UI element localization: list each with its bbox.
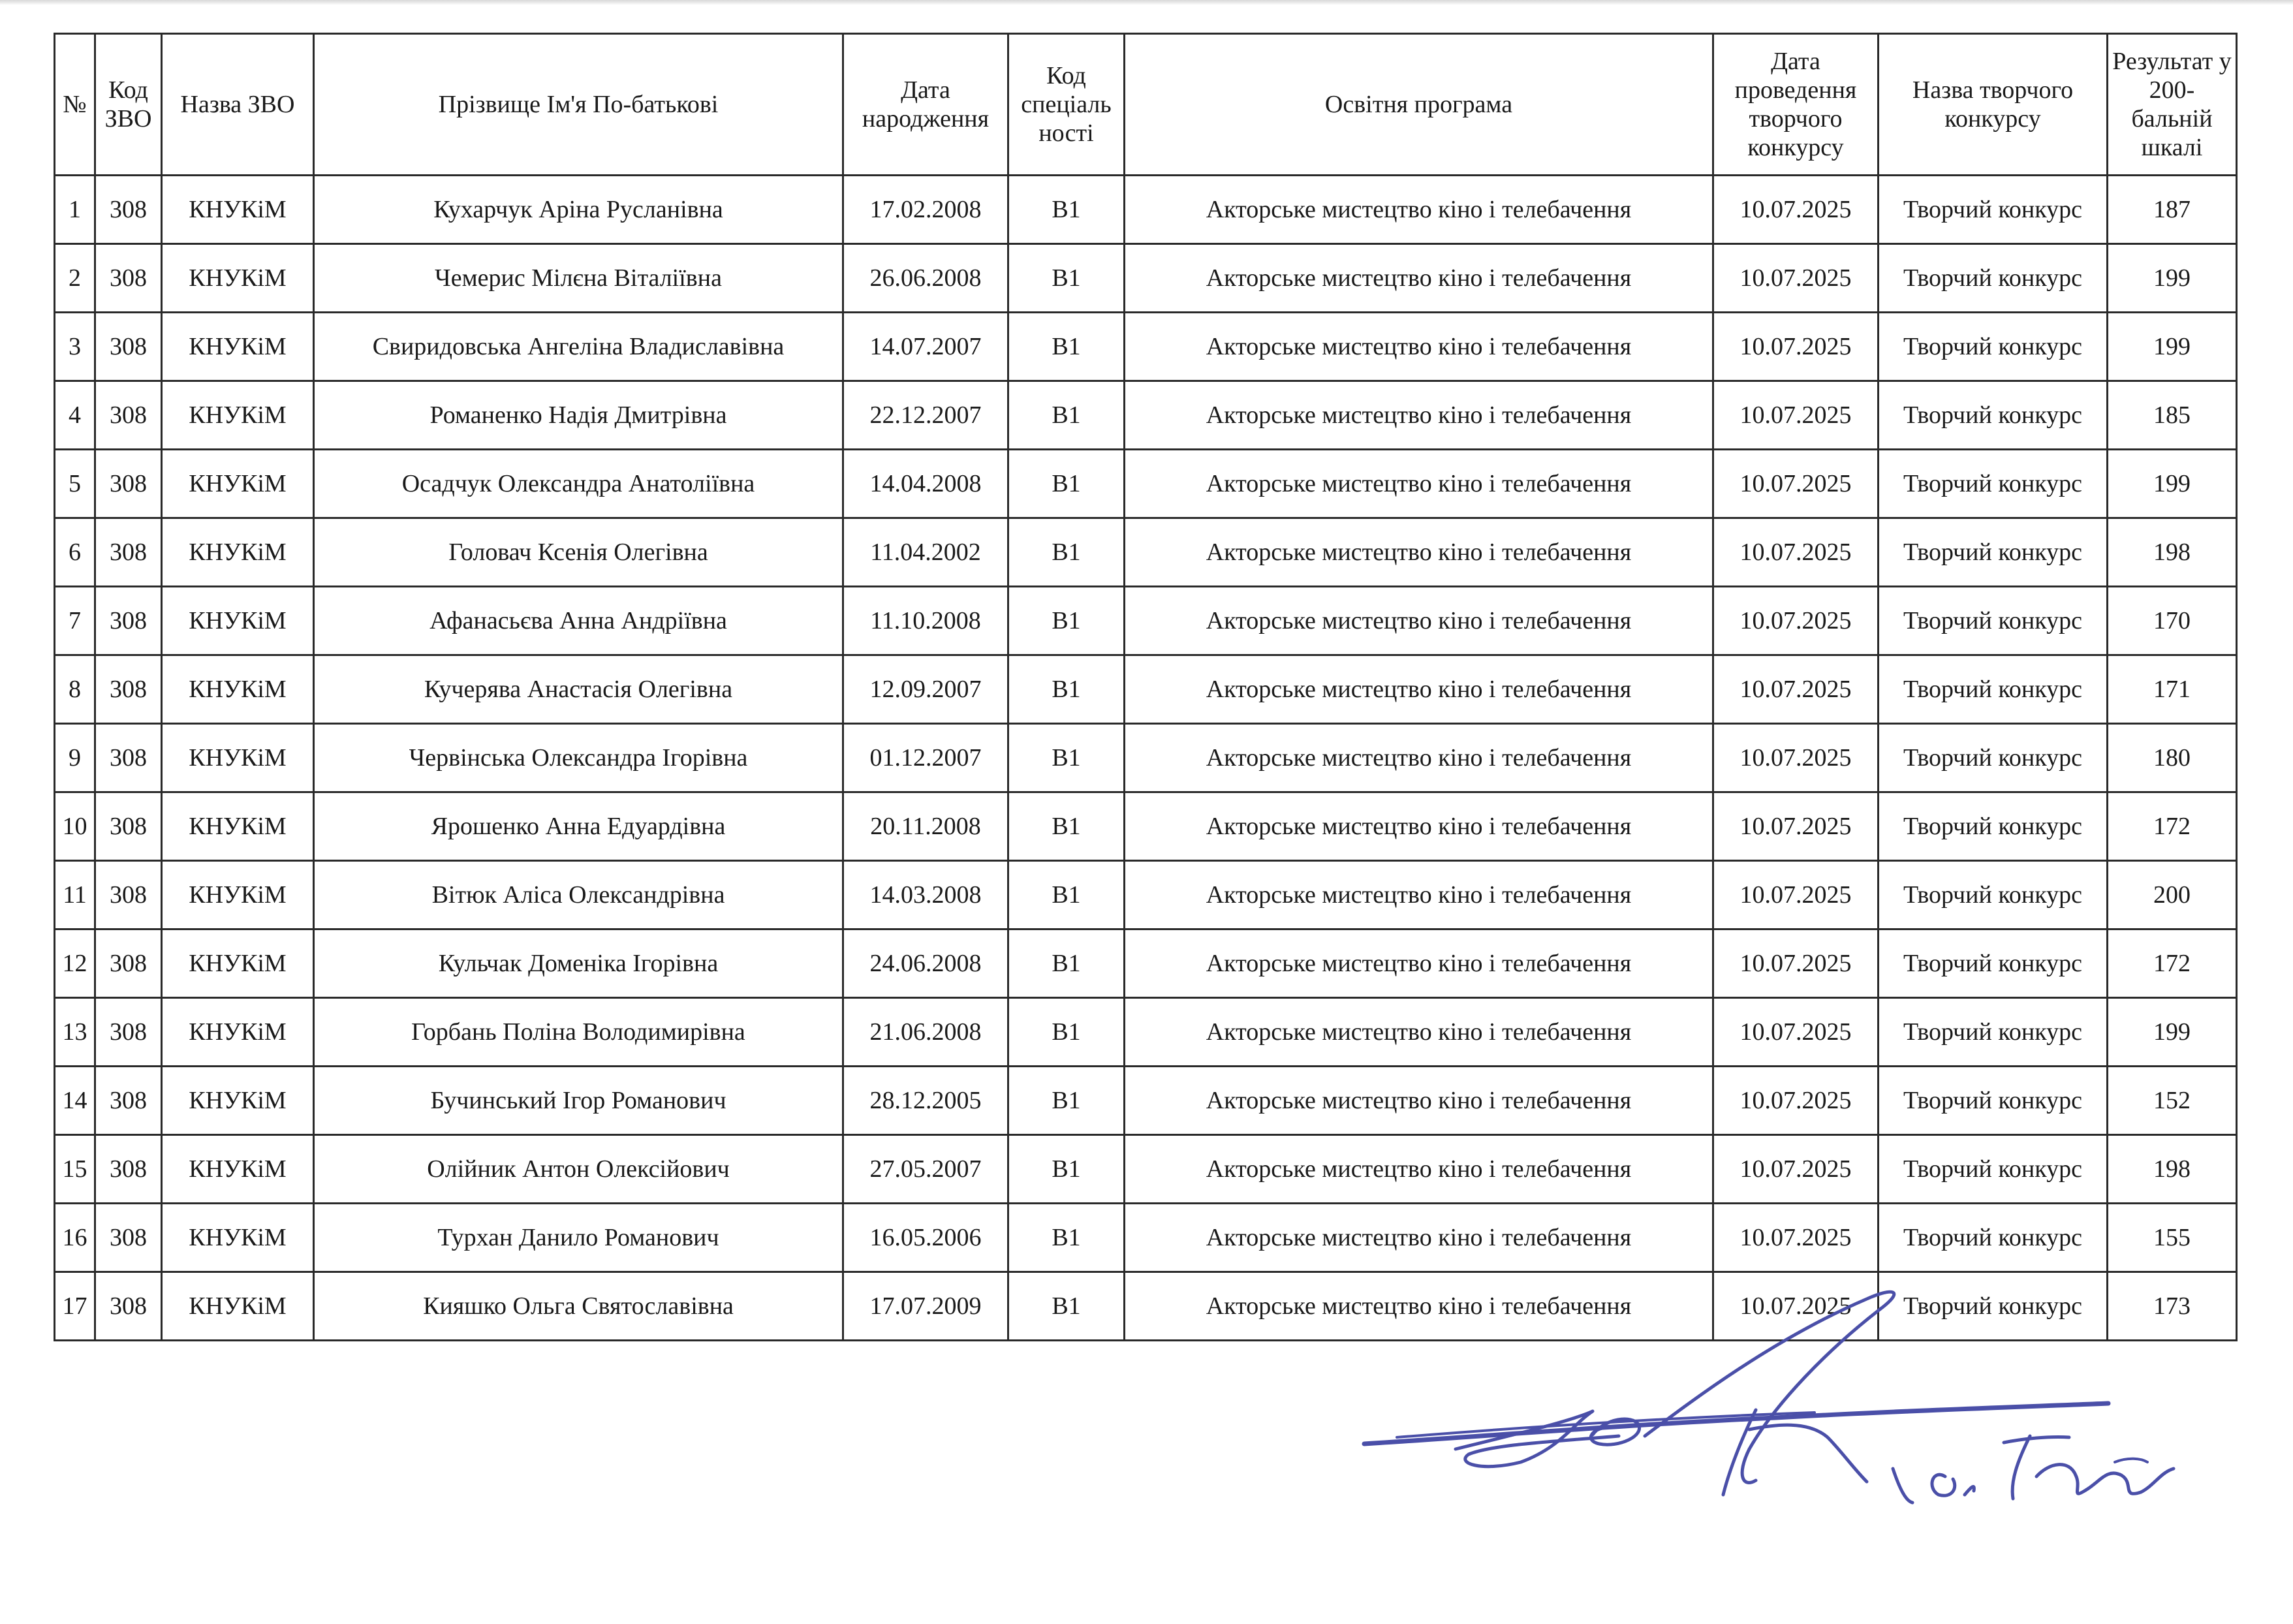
cell-institution-name: КНУКіМ (162, 655, 314, 724)
cell-specialty-code: В1 (1008, 1204, 1125, 1272)
cell-full-name: Афанасьєва Анна Андріївна (314, 587, 843, 655)
table-row (55, 792, 2237, 861)
cell-number: 9 (55, 724, 95, 792)
cell-contest-date: 10.07.2025 (1713, 381, 1879, 450)
table-row (55, 587, 2237, 655)
cell-contest-name: Творчий конкурс (1879, 1204, 2108, 1272)
cell-institution-code: 308 (95, 176, 162, 244)
cell-birth-date: 14.03.2008 (843, 861, 1008, 929)
cell-number: 8 (55, 655, 95, 724)
cell-institution-code: 308 (95, 1135, 162, 1204)
cell-birth-date: 17.07.2009 (843, 1272, 1008, 1341)
cell-specialty-code: В1 (1008, 450, 1125, 518)
cell-contest-name: Творчий конкурс (1879, 1135, 2108, 1204)
cell-number: 11 (55, 861, 95, 929)
cell-score: 199 (2108, 313, 2237, 381)
cell-contest-name: Творчий конкурс (1879, 998, 2108, 1067)
cell-institution-code: 308 (95, 998, 162, 1067)
cell-number: 10 (55, 792, 95, 861)
cell-institution-code: 308 (95, 1204, 162, 1272)
cell-institution-code: 308 (95, 381, 162, 450)
cell-program: Акторське мистецтво кіно і телебачення (1125, 998, 1713, 1067)
header-contest-date: Дата проведення творчого конкурсу (1713, 34, 1879, 176)
cell-specialty-code: В1 (1008, 998, 1125, 1067)
table-row (55, 313, 2237, 381)
cell-birth-date: 24.06.2008 (843, 929, 1008, 998)
cell-contest-name: Творчий конкурс (1879, 176, 2108, 244)
cell-program: Акторське мистецтво кіно і телебачення (1125, 518, 1713, 587)
cell-institution-code: 308 (95, 518, 162, 587)
table-row (55, 518, 2237, 587)
cell-number: 7 (55, 587, 95, 655)
header-full-name: Прізвище Ім'я По-батькові (314, 34, 843, 176)
table-row (55, 724, 2237, 792)
cell-number: 12 (55, 929, 95, 998)
header-row (55, 34, 2237, 176)
cell-birth-date: 14.07.2007 (843, 313, 1008, 381)
cell-institution-code: 308 (95, 724, 162, 792)
cell-institution-name: КНУКіМ (162, 176, 314, 244)
table-row (55, 1067, 2237, 1135)
cell-program: Акторське мистецтво кіно і телебачення (1125, 792, 1713, 861)
table-row (55, 861, 2237, 929)
cell-specialty-code: В1 (1008, 792, 1125, 861)
table-row (55, 381, 2237, 450)
cell-birth-date: 28.12.2005 (843, 1067, 1008, 1135)
cell-birth-date: 14.04.2008 (843, 450, 1008, 518)
cell-specialty-code: В1 (1008, 1135, 1125, 1204)
cell-contest-date: 10.07.2025 (1713, 1272, 1879, 1341)
cell-contest-name: Творчий конкурс (1879, 724, 2108, 792)
cell-score: 171 (2108, 655, 2237, 724)
cell-specialty-code: В1 (1008, 724, 1125, 792)
table-header (55, 34, 2237, 176)
cell-institution-code: 308 (95, 587, 162, 655)
cell-number: 5 (55, 450, 95, 518)
cell-institution-name: КНУКіМ (162, 792, 314, 861)
cell-program: Акторське мистецтво кіно і телебачення (1125, 1067, 1713, 1135)
cell-institution-code: 308 (95, 1067, 162, 1135)
cell-institution-name: КНУКіМ (162, 381, 314, 450)
cell-contest-date: 10.07.2025 (1713, 244, 1879, 313)
table-row (55, 929, 2237, 998)
cell-institution-name: КНУКіМ (162, 998, 314, 1067)
cell-specialty-code: В1 (1008, 1067, 1125, 1135)
cell-specialty-code: В1 (1008, 861, 1125, 929)
cell-program: Акторське мистецтво кіно і телебачення (1125, 655, 1713, 724)
cell-full-name: Головач Ксенія Олегівна (314, 518, 843, 587)
cell-full-name: Свиридовська Ангеліна Владиславівна (314, 313, 843, 381)
cell-score: 155 (2108, 1204, 2237, 1272)
cell-contest-name: Творчий конкурс (1879, 587, 2108, 655)
cell-specialty-code: В1 (1008, 587, 1125, 655)
cell-institution-name: КНУКіМ (162, 1204, 314, 1272)
cell-birth-date: 11.04.2002 (843, 518, 1008, 587)
cell-institution-code: 308 (95, 861, 162, 929)
cell-institution-name: КНУКіМ (162, 450, 314, 518)
cell-institution-name: КНУКіМ (162, 1067, 314, 1135)
cell-score: 172 (2108, 929, 2237, 998)
cell-full-name: Чемерис Мілєна Віталіївна (314, 244, 843, 313)
cell-contest-name: Творчий конкурс (1879, 381, 2108, 450)
table-row (55, 176, 2237, 244)
cell-institution-name: КНУКіМ (162, 861, 314, 929)
cell-institution-name: КНУКіМ (162, 1272, 314, 1341)
cell-score: 199 (2108, 998, 2237, 1067)
cell-contest-name: Творчий конкурс (1879, 1067, 2108, 1135)
results-table (54, 33, 2238, 1341)
cell-full-name: Осадчук Олександра Анатоліївна (314, 450, 843, 518)
cell-number: 15 (55, 1135, 95, 1204)
cell-number: 13 (55, 998, 95, 1067)
cell-score: 152 (2108, 1067, 2237, 1135)
cell-institution-code: 308 (95, 929, 162, 998)
cell-contest-date: 10.07.2025 (1713, 176, 1879, 244)
cell-birth-date: 22.12.2007 (843, 381, 1008, 450)
cell-number: 14 (55, 1067, 95, 1135)
cell-contest-date: 10.07.2025 (1713, 724, 1879, 792)
cell-score: 180 (2108, 724, 2237, 792)
header-institution-code: Код ЗВО (95, 34, 162, 176)
cell-program: Акторське мистецтво кіно і телебачення (1125, 1272, 1713, 1341)
cell-contest-date: 10.07.2025 (1713, 1135, 1879, 1204)
cell-institution-name: КНУКіМ (162, 587, 314, 655)
cell-specialty-code: В1 (1008, 929, 1125, 998)
cell-score: 198 (2108, 1135, 2237, 1204)
cell-birth-date: 11.10.2008 (843, 587, 1008, 655)
cell-institution-code: 308 (95, 244, 162, 313)
header-score: Результат у 200-бальній шкалі (2108, 34, 2237, 176)
cell-full-name: Кухарчук Аріна Русланівна (314, 176, 843, 244)
cell-contest-name: Творчий конкурс (1879, 450, 2108, 518)
cell-contest-date: 10.07.2025 (1713, 792, 1879, 861)
table-body (55, 176, 2237, 1341)
table-row (55, 1204, 2237, 1272)
cell-program: Акторське мистецтво кіно і телебачення (1125, 1204, 1713, 1272)
cell-contest-date: 10.07.2025 (1713, 518, 1879, 587)
cell-full-name: Олійник Антон Олексійович (314, 1135, 843, 1204)
cell-score: 173 (2108, 1272, 2237, 1341)
cell-program: Акторське мистецтво кіно і телебачення (1125, 1135, 1713, 1204)
cell-contest-date: 10.07.2025 (1713, 655, 1879, 724)
cell-score: 199 (2108, 450, 2237, 518)
cell-contest-name: Творчий конкурс (1879, 929, 2108, 998)
cell-score: 187 (2108, 176, 2237, 244)
cell-contest-name: Творчий конкурс (1879, 518, 2108, 587)
cell-birth-date: 16.05.2006 (843, 1204, 1008, 1272)
cell-score: 172 (2108, 792, 2237, 861)
cell-number: 17 (55, 1272, 95, 1341)
cell-specialty-code: В1 (1008, 244, 1125, 313)
cell-program: Акторське мистецтво кіно і телебачення (1125, 929, 1713, 998)
cell-birth-date: 01.12.2007 (843, 724, 1008, 792)
cell-contest-date: 10.07.2025 (1713, 929, 1879, 998)
cell-number: 6 (55, 518, 95, 587)
cell-full-name: Кучерява Анастасія Олегівна (314, 655, 843, 724)
cell-full-name: Бучинський Ігор Романович (314, 1067, 843, 1135)
cell-birth-date: 17.02.2008 (843, 176, 1008, 244)
cell-institution-name: КНУКіМ (162, 244, 314, 313)
cell-birth-date: 26.06.2008 (843, 244, 1008, 313)
cell-contest-name: Творчий конкурс (1879, 861, 2108, 929)
cell-birth-date: 20.11.2008 (843, 792, 1008, 861)
cell-specialty-code: В1 (1008, 381, 1125, 450)
cell-number: 4 (55, 381, 95, 450)
cell-number: 1 (55, 176, 95, 244)
cell-full-name: Кульчак Доменіка Ігорівна (314, 929, 843, 998)
table-row (55, 1135, 2237, 1204)
cell-program: Акторське мистецтво кіно і телебачення (1125, 450, 1713, 518)
cell-contest-date: 10.07.2025 (1713, 998, 1879, 1067)
cell-contest-name: Творчий конкурс (1879, 655, 2108, 724)
cell-institution-name: КНУКіМ (162, 518, 314, 587)
cell-institution-name: КНУКіМ (162, 313, 314, 381)
cell-number: 3 (55, 313, 95, 381)
cell-specialty-code: В1 (1008, 518, 1125, 587)
cell-number: 16 (55, 1204, 95, 1272)
cell-birth-date: 12.09.2007 (843, 655, 1008, 724)
header-specialty-code: Код спеціаль ності (1008, 34, 1125, 176)
table-row (55, 655, 2237, 724)
cell-birth-date: 27.05.2007 (843, 1135, 1008, 1204)
cell-score: 200 (2108, 861, 2237, 929)
table-row (55, 998, 2237, 1067)
cell-institution-name: КНУКіМ (162, 724, 314, 792)
cell-institution-code: 308 (95, 792, 162, 861)
cell-full-name: Кияшко Ольга Святославівна (314, 1272, 843, 1341)
cell-contest-date: 10.07.2025 (1713, 861, 1879, 929)
cell-contest-name: Творчий конкурс (1879, 1272, 2108, 1341)
cell-full-name: Червінська Олександра Ігорівна (314, 724, 843, 792)
header-institution-name: Назва ЗВО (162, 34, 314, 176)
cell-contest-name: Творчий конкурс (1879, 792, 2108, 861)
cell-specialty-code: В1 (1008, 1272, 1125, 1341)
cell-institution-name: КНУКіМ (162, 1135, 314, 1204)
cell-full-name: Романенко Надія Дмитрівна (314, 381, 843, 450)
cell-full-name: Ярошенко Анна Едуардівна (314, 792, 843, 861)
cell-contest-date: 10.07.2025 (1713, 1067, 1879, 1135)
table-row (55, 244, 2237, 313)
cell-institution-code: 308 (95, 1272, 162, 1341)
cell-contest-date: 10.07.2025 (1713, 587, 1879, 655)
header-birth-date: Дата народження (843, 34, 1008, 176)
cell-program: Акторське мистецтво кіно і телебачення (1125, 861, 1713, 929)
table-row (55, 450, 2237, 518)
cell-full-name: Вітюк Аліса Олександрівна (314, 861, 843, 929)
cell-program: Акторське мистецтво кіно і телебачення (1125, 724, 1713, 792)
cell-specialty-code: В1 (1008, 655, 1125, 724)
cell-number: 2 (55, 244, 95, 313)
header-number: № (55, 34, 95, 176)
header-program: Освітня програма (1125, 34, 1713, 176)
cell-program: Акторське мистецтво кіно і телебачення (1125, 587, 1713, 655)
cell-contest-name: Творчий конкурс (1879, 244, 2108, 313)
handwritten-signature (1358, 1273, 2180, 1560)
cell-score: 199 (2108, 244, 2237, 313)
cell-institution-code: 308 (95, 450, 162, 518)
cell-score: 198 (2108, 518, 2237, 587)
cell-program: Акторське мистецтво кіно і телебачення (1125, 313, 1713, 381)
cell-full-name: Горбань Поліна Володимирівна (314, 998, 843, 1067)
cell-contest-date: 10.07.2025 (1713, 313, 1879, 381)
cell-contest-date: 10.07.2025 (1713, 1204, 1879, 1272)
cell-full-name: Турхан Данило Романович (314, 1204, 843, 1272)
page-top-edge (0, 0, 2293, 5)
cell-program: Акторське мистецтво кіно і телебачення (1125, 244, 1713, 313)
cell-institution-name: КНУКіМ (162, 929, 314, 998)
cell-score: 170 (2108, 587, 2237, 655)
header-contest-name: Назва творчого конкурсу (1879, 34, 2108, 176)
cell-birth-date: 21.06.2008 (843, 998, 1008, 1067)
cell-contest-name: Творчий конкурс (1879, 313, 2108, 381)
cell-institution-code: 308 (95, 655, 162, 724)
cell-contest-date: 10.07.2025 (1713, 450, 1879, 518)
cell-institution-code: 308 (95, 313, 162, 381)
cell-specialty-code: В1 (1008, 176, 1125, 244)
cell-score: 185 (2108, 381, 2237, 450)
cell-program: Акторське мистецтво кіно і телебачення (1125, 176, 1713, 244)
cell-specialty-code: В1 (1008, 313, 1125, 381)
cell-program: Акторське мистецтво кіно і телебачення (1125, 381, 1713, 450)
